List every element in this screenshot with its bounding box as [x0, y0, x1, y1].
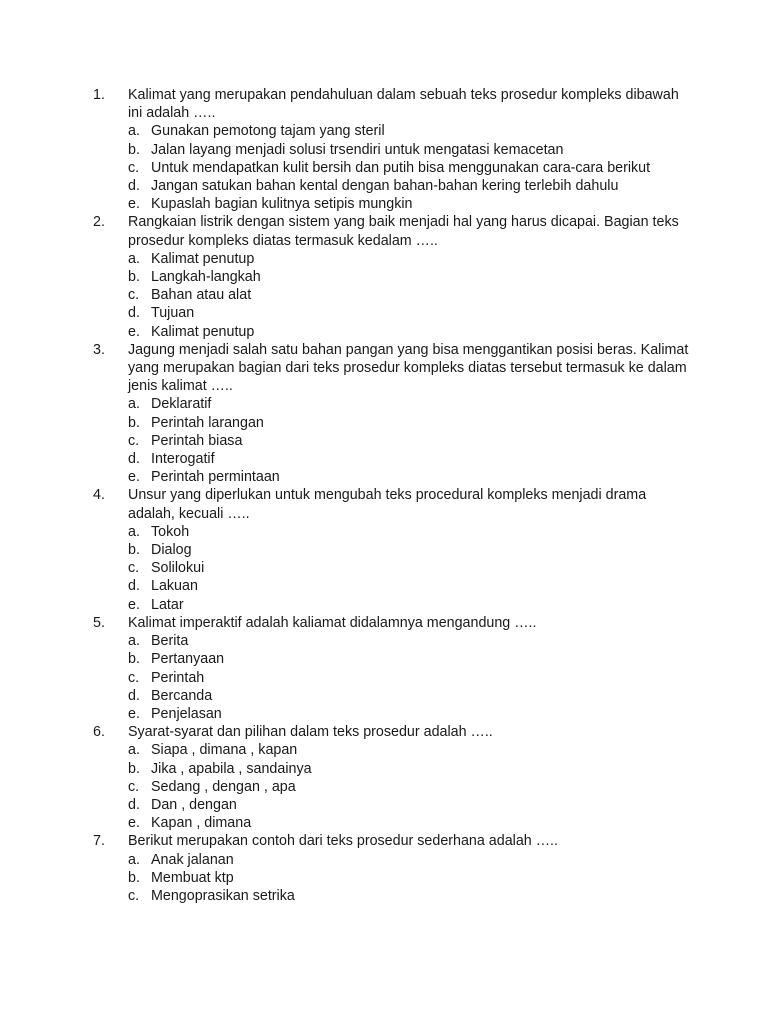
option-list [128, 122, 693, 213]
question-text: Rangkaian listrik dengan sistem yang baik menjadi hal yang harus dicapai. Bagian teks prosedur kompleks diatas termasuk kedalam ….. [128, 214, 679, 249]
answer-option [128, 869, 693, 887]
option-text: Jalan layang menjadi solusi trsendiri untuk mengatasi kemacetan [151, 141, 564, 158]
question-item [93, 341, 693, 487]
option-text: Siapa , dimana , kapan [151, 742, 298, 759]
answer-option [128, 650, 693, 668]
answer-option [128, 286, 693, 304]
option-text: Perintah biasa [151, 432, 243, 449]
option-text: Interogatif [151, 451, 215, 468]
question-item [93, 213, 693, 340]
option-letter: d. [128, 796, 140, 813]
option-letter: b. [128, 542, 140, 559]
answer-option [128, 887, 693, 905]
option-letter: e. [128, 596, 140, 613]
option-letter: a. [128, 396, 140, 413]
option-letter: d. [128, 451, 140, 468]
option-text: Kupaslah bagian kulitnya setipis mungkin [151, 196, 413, 213]
option-letter: d. [128, 305, 140, 322]
option-text: Jika , apabila , sandainya [151, 760, 312, 777]
answer-option [128, 559, 693, 577]
option-letter: c. [128, 287, 140, 304]
option-letter: b. [128, 269, 140, 286]
option-text: Jangan satukan bahan kental dengan bahan-bahan kering terlebih dahulu [151, 178, 619, 195]
option-text: Deklaratif [151, 396, 212, 413]
question-list [93, 86, 693, 905]
option-list [128, 741, 693, 832]
option-text: Bercanda [151, 687, 213, 704]
option-text: Sedang , dengan , apa [151, 778, 296, 795]
option-letter: d. [128, 178, 140, 195]
option-letter: d. [128, 578, 140, 595]
option-list [128, 250, 693, 341]
option-letter: c. [128, 432, 140, 449]
answer-option [128, 268, 693, 286]
option-text: Gunakan pemotong tajam yang steril [151, 123, 385, 140]
option-text: Perintah permintaan [151, 469, 280, 486]
option-letter: c. [128, 159, 140, 176]
option-text: Penjelasan [151, 705, 222, 722]
option-letter: b. [128, 414, 140, 431]
answer-option [128, 468, 693, 486]
answer-option [128, 705, 693, 723]
option-text: Mengoprasikan setrika [151, 887, 295, 904]
option-text: Tokoh [151, 523, 190, 540]
option-text: Kalimat penutup [151, 323, 255, 340]
option-text: Tujuan [151, 305, 195, 322]
answer-option [128, 304, 693, 322]
answer-option [128, 323, 693, 341]
answer-option [128, 159, 693, 177]
question-number: 1. [93, 87, 105, 103]
option-text: Bahan atau alat [151, 287, 252, 304]
question-number: 7. [93, 833, 105, 850]
option-text: Kalimat penutup [151, 250, 255, 267]
option-letter: c. [128, 778, 140, 795]
option-letter: c. [128, 560, 140, 577]
answer-option [128, 741, 693, 759]
answer-option [128, 814, 693, 832]
option-text: Untuk mendapatkan kulit bersih dan putih bisa menggunakan cara-cara berikut [151, 159, 651, 176]
option-letter: e. [128, 323, 140, 340]
answer-option [128, 395, 693, 413]
answer-option [128, 687, 693, 705]
answer-option [128, 760, 693, 778]
answer-option [128, 669, 693, 687]
option-text: Membuat ktp [151, 869, 234, 886]
question-number: 2. [93, 214, 105, 231]
option-list [128, 395, 693, 486]
option-list [128, 632, 693, 723]
answer-option [128, 577, 693, 595]
answer-option [128, 450, 693, 468]
answer-option [128, 432, 693, 450]
question-item [93, 832, 693, 905]
option-text: Langkah-langkah [151, 269, 261, 286]
answer-option [128, 122, 693, 140]
option-letter: c. [128, 887, 140, 904]
answer-option [128, 541, 693, 559]
option-text: Latar [151, 596, 184, 613]
option-letter: b. [128, 869, 140, 886]
option-letter: e. [128, 815, 140, 832]
option-text: Lakuan [151, 578, 198, 595]
option-letter: b. [128, 141, 140, 158]
option-letter: a. [128, 633, 140, 650]
answer-option [128, 778, 693, 796]
option-text: Pertanyaan [151, 651, 225, 668]
answer-option [128, 195, 693, 213]
option-letter: c. [128, 669, 140, 686]
option-letter: e. [128, 196, 140, 213]
answer-option [128, 141, 693, 159]
option-text: Kapan , dimana [151, 815, 252, 832]
question-text: Berikut merupakan contoh dari teks prosedur sederhana adalah ….. [128, 833, 558, 850]
option-text: Berita [151, 633, 189, 650]
question-text: Kalimat imperaktif adalah kaliamat didalamnya mengandung ….. [128, 614, 537, 631]
option-letter: e. [128, 705, 140, 722]
question-text: Unsur yang diperlukan untuk mengubah teks procedural kompleks menjadi drama adalah, kecuali ….. [128, 487, 647, 522]
question-number: 3. [93, 341, 105, 358]
option-letter: a. [128, 523, 140, 540]
answer-option [128, 177, 693, 195]
option-list [128, 523, 693, 614]
option-letter: e. [128, 469, 140, 486]
option-letter: a. [128, 250, 140, 267]
question-item [93, 614, 693, 723]
answer-option [128, 796, 693, 814]
option-letter: a. [128, 123, 140, 140]
question-item [93, 486, 693, 613]
option-text: Solilokui [151, 560, 205, 577]
answer-option [128, 596, 693, 614]
option-text: Dan , dengan [151, 796, 237, 813]
option-text: Perintah larangan [151, 414, 264, 431]
answer-option [128, 851, 693, 869]
question-text: Syarat-syarat dan pilihan dalam teks prosedur adalah ….. [128, 724, 493, 741]
option-text: Anak jalanan [151, 851, 234, 868]
question-text: Kalimat yang merupakan pendahuluan dalam sebuah teks prosedur kompleks dibawah ini adalah ….. [128, 87, 679, 122]
option-list [128, 851, 693, 906]
answer-option [128, 523, 693, 541]
question-number: 5. [93, 614, 105, 631]
answer-option [128, 632, 693, 650]
question-text: Jagung menjadi salah satu bahan pangan yang bisa menggantikan posisi beras. Kalimat yang merupakan bagian dari teks prosedur kompleks diatas tersebut termasuk ke dalam jenis kalimat ….. [128, 341, 689, 395]
option-letter: b. [128, 651, 140, 668]
question-number: 4. [93, 487, 105, 504]
option-text: Dialog [151, 542, 192, 559]
question-number: 6. [93, 724, 105, 741]
question-item [93, 86, 693, 213]
option-letter: a. [128, 851, 140, 868]
option-letter: a. [128, 742, 140, 759]
answer-option [128, 250, 693, 268]
option-text: Perintah [151, 669, 205, 686]
option-letter: b. [128, 760, 140, 777]
option-letter: d. [128, 687, 140, 704]
answer-option [128, 414, 693, 432]
question-item [93, 723, 693, 832]
